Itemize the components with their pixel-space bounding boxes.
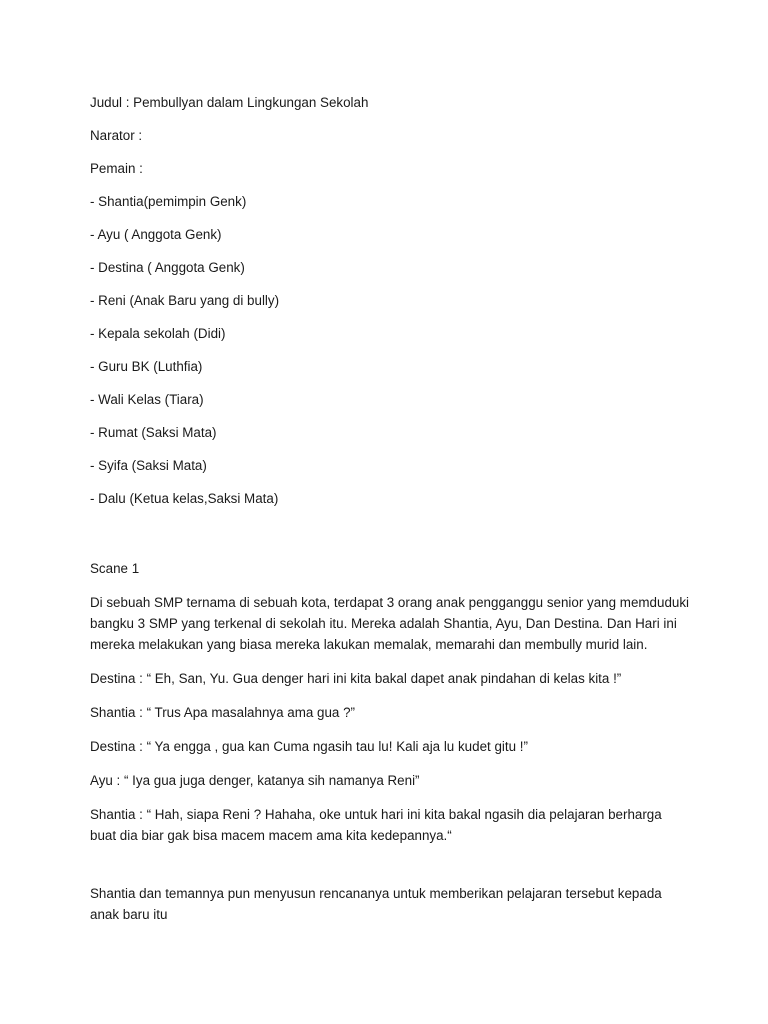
player-item: - Kepala sekolah (Didi) [90,326,226,341]
closing-paragraph: Shantia dan temannya pun menyusun rencananya untuk memberikan pelajaran tersebut kepada anak baru itu [90,886,662,922]
dialogue-line: Destina : “ Eh, San, Yu. Gua denger hari ini kita bakal dapet anak pindahan di kelas kita !” [90,671,622,686]
dialogue-list [90,668,690,846]
spacer [90,859,690,883]
player-item: - Guru BK (Luthfia) [90,359,203,374]
dialogue-line: Destina : “ Ya engga , gua kan Cuma ngasih tau lu! Kali aja lu kudet gitu !” [90,739,528,754]
spacer [90,522,690,559]
dialogue-line: Shantia : “ Hah, siapa Reni ? Hahaha, oke untuk hari ini kita bakal ngasih dia pelajaran berharga buat dia biar gak bisa macem macem ama kita kedepannya.“ [90,807,662,843]
scene-intro-paragraph: Di sebuah SMP ternama di sebuah kota, terdapat 3 orang anak pengganggu senior yang memduduki bangku 3 SMP yang terkenal di sekolah itu. Mereka adalah Shantia, Ayu, Dan Destina. Dan Hari ini mereka melakukan yang biasa mereka lakukan memalak, memarahi dan membully murid lain. [90,595,690,652]
player-item: - Rumat (Saksi Mata) [90,425,217,440]
player-item: - Syifa (Saksi Mata) [90,458,207,473]
scene-heading: Scane 1 [90,561,140,576]
player-item: - Reni (Anak Baru yang di bully) [90,293,280,308]
players-heading: Pemain : [90,161,143,176]
player-item: - Dalu (Ketua kelas,Saksi Mata) [90,491,279,506]
player-item: - Ayu ( Anggota Genk) [90,227,222,242]
players-list [90,192,690,509]
title-line: Judul : Pembullyan dalam Lingkungan Sekolah [90,95,369,110]
dialogue-line: Shantia : “ Trus Apa masalahnya ama gua ?” [90,705,355,720]
player-item: - Destina ( Anggota Genk) [90,260,245,275]
narrator-line: Narator : [90,128,143,143]
document-body [90,93,690,938]
dialogue-line: Ayu : “ Iya gua juga denger, katanya sih namanya Reni” [90,773,420,788]
player-item: - Wali Kelas (Tiara) [90,392,204,407]
player-item: - Shantia(pemimpin Genk) [90,194,247,209]
